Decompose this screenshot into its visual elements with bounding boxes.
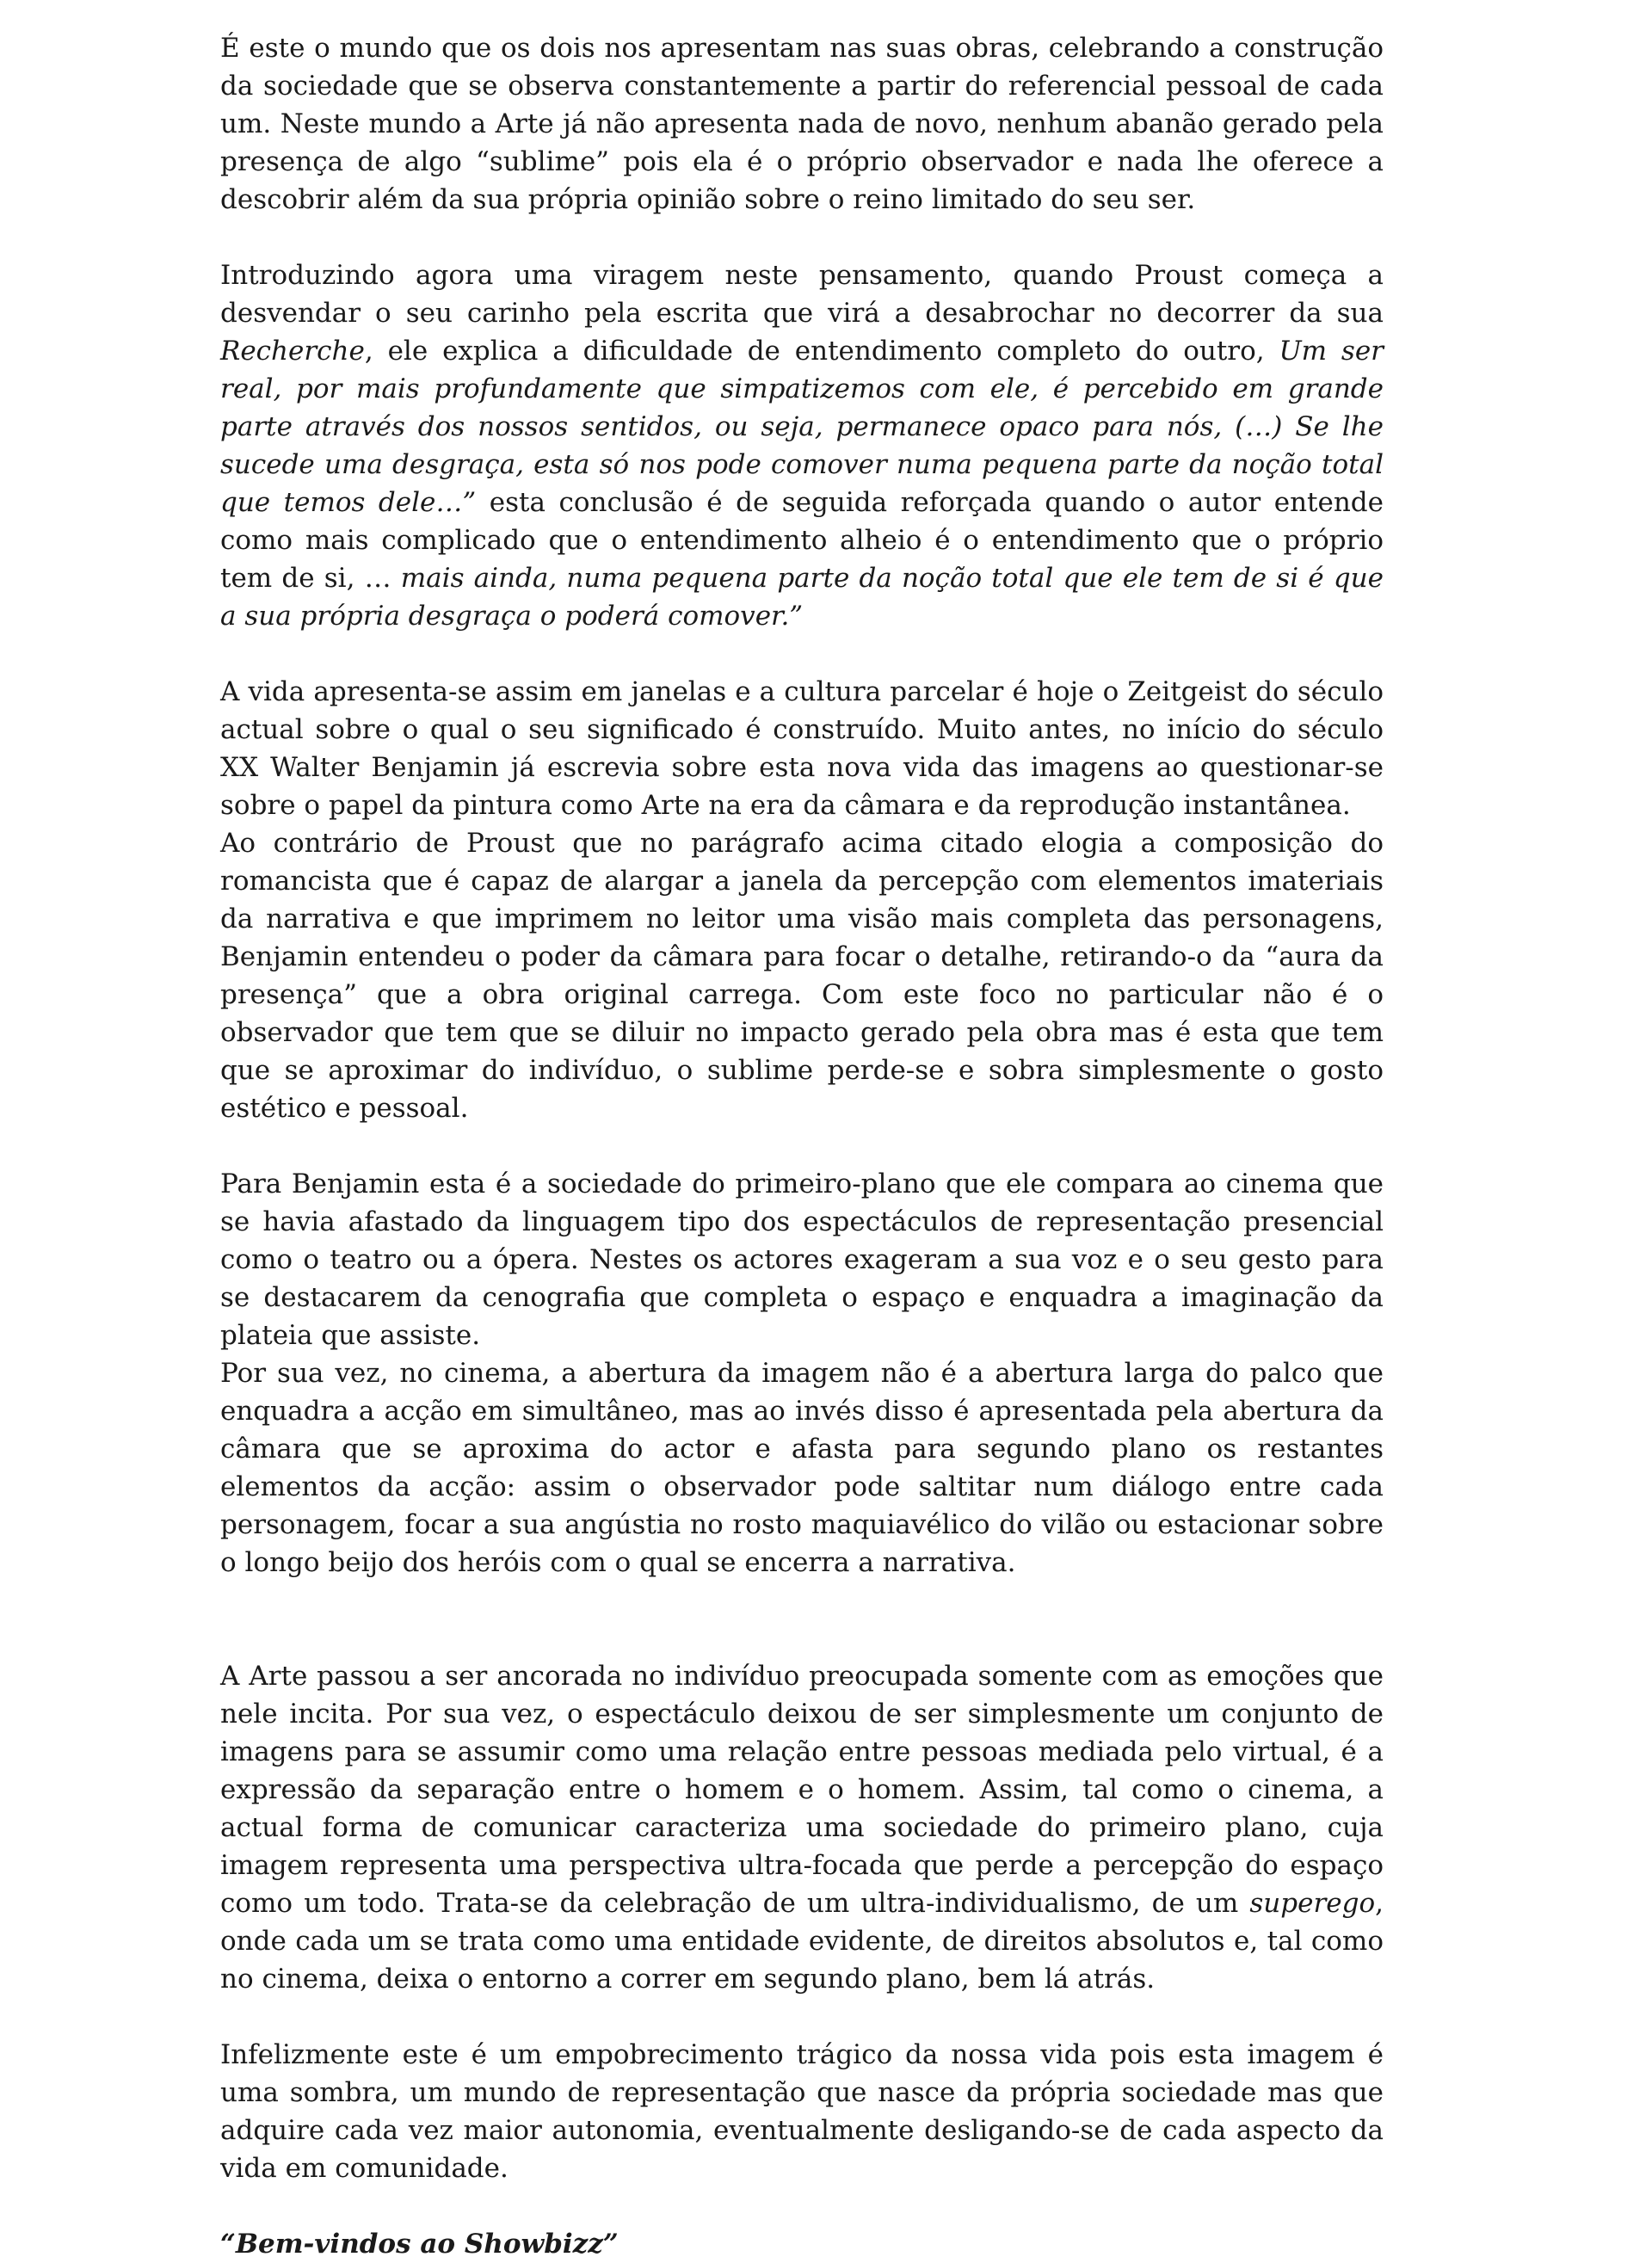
paragraph-5: Para Benjamin esta é a sociedade do primeiro-plano que ele compara ao cinema que se havia afastado da linguagem tipo dos espectáculos de representação presencial como o teatro ou a ópera. Nestes os actores exageram a sua voz e o seu gesto para se destacarem da cenografia que completa o espaço e enquadra a imaginação da plateia que assiste. [220, 1168, 1384, 1351]
proust-quote-1: Um ser real, por mais profundamente que simpatizemos com ele, é percebido em grande parte através dos nossos sentidos, ou seja, permanece opaco para nós, (…) Se lhe sucede uma desgraça, esta só nos pode comover numa pequena parte da noção total que temos dele…” [220, 336, 1384, 518]
paragraph-8: Infelizmente este é um empobrecimento trágico da nossa vida pois esta imagem é uma sombra, um mundo de representação que nasce da própria sociedade mas que adquire cada vez maior autonomia, eventualmente desligando-se de cada aspecto da vida em comunidade. [220, 2039, 1384, 2184]
paragraph-spacer [220, 2187, 1384, 2225]
paragraph-7-text-a: A Arte passou a ser ancorada no indivíduo preocupada somente com as emoções que nele incita. Por sua vez, o espectáculo deixou de ser simplesmente um conjunto de imagens para se assumir como uma relação entre pessoas mediada pelo virtual, é a expressão da separação entre o homem e o homem. Assim, tal como o cinema, a actual forma de comunicar caracteriza uma sociedade do primeiro plano, cuja imagem representa uma perspectiva ultra-focada que perde a percepção do espaço como um todo. Trata-se da celebração de um ultra-individualismo, de um [220, 1661, 1384, 1919]
superego-term: superego [1249, 1888, 1376, 1919]
paragraph-spacer [220, 1127, 1384, 1165]
paragraph-spacer [220, 219, 1384, 256]
paragraph-7-text-c: , onde cada um se trata como uma entidade evidente, de direitos absolutos e, tal como no cinema, deixa o entorno a correr em segundo plano, bem lá atrás. [220, 1888, 1384, 1995]
paragraph-2-text-c: , ele explica a dificuldade de entendimento completo do outro, [364, 336, 1279, 367]
paragraph-spacer [220, 635, 1384, 673]
paragraph-7 [220, 1657, 1384, 1998]
paragraph-2-text-e: esta conclusão é de seguida reforçada quando o autor entende como mais complicado que o entendimento alheio é o entendimento que o próprio tem de si, … [220, 487, 1384, 594]
paragraph-2-text-a: Introduzindo agora uma viragem neste pensamento, quando Proust começa a desvendar o seu carinho pela escrita que virá a desabrochar no decorrer da sua [220, 260, 1384, 329]
paragraph-spacer-large [220, 1582, 1384, 1657]
document-page [220, 29, 1384, 2263]
paragraph-1: É este o mundo que os dois nos apresentam nas suas obras, celebrando a construção da sociedade que se observa constantemente a partir do referencial pessoal de cada um. Neste mundo a Arte já não apresenta nada de novo, nenhum abanão gerado pela presença de algo “sublime” pois ela é o próprio observador e nada lhe oferece a descobrir além da sua própria opinião sobre o reino limitado do seu ser. [220, 33, 1384, 215]
paragraph-4: Ao contrário de Proust que no parágrafo acima citado elogia a composição do romancista que é capaz de alargar a janela da percepção com elementos imateriais da narrativa e que imprimem no leitor uma visão mais completa das personagens, Benjamin entendeu o poder da câmara para focar o detalhe, retirando-o da “aura da presença” que a obra original carrega. Com este foco no particular não é o observador que tem que se diluir no impacto gerado pela obra mas é esta que tem que se aproximar do indivíduo, o sublime perde-se e sobra simplesmente o gosto estético e pessoal. [220, 828, 1384, 1124]
paragraph-6: Por sua vez, no cinema, a abertura da imagem não é a abertura larga do palco que enquadra a acção em simultâneo, mas ao invés disso é apresentada pela abertura da câmara que se aproxima do actor e afasta para segundo plano os restantes elementos da acção: assim o observador pode saltitar num diálogo entre cada personagem, focar a sua angústia no rosto maquiavélico do vilão ou estacionar sobre o longo beijo dos heróis com o qual se encerra a narrativa. [220, 1358, 1384, 1578]
paragraph-2 [220, 256, 1384, 635]
paragraph-3: A vida apresenta-se assim em janelas e a cultura parcelar é hoje o Zeitgeist do século actual sobre o qual o seu significado é construído. Muito antes, no início do século XX Walter Benjamin já escrevia sobre esta nova vida das imagens ao questionar-se sobre o papel da pintura como Arte na era da câmara e da reprodução instantânea. [220, 676, 1384, 821]
closing-line: “Bem-vindos ao Showbizz” [220, 2229, 619, 2260]
recherche-title: Recherche [220, 336, 365, 367]
paragraph-spacer [220, 1998, 1384, 2036]
proust-quote-2: mais ainda, numa pequena parte da noção total que ele tem de si é que a sua própria desgraça o poderá comover.” [220, 563, 1384, 632]
